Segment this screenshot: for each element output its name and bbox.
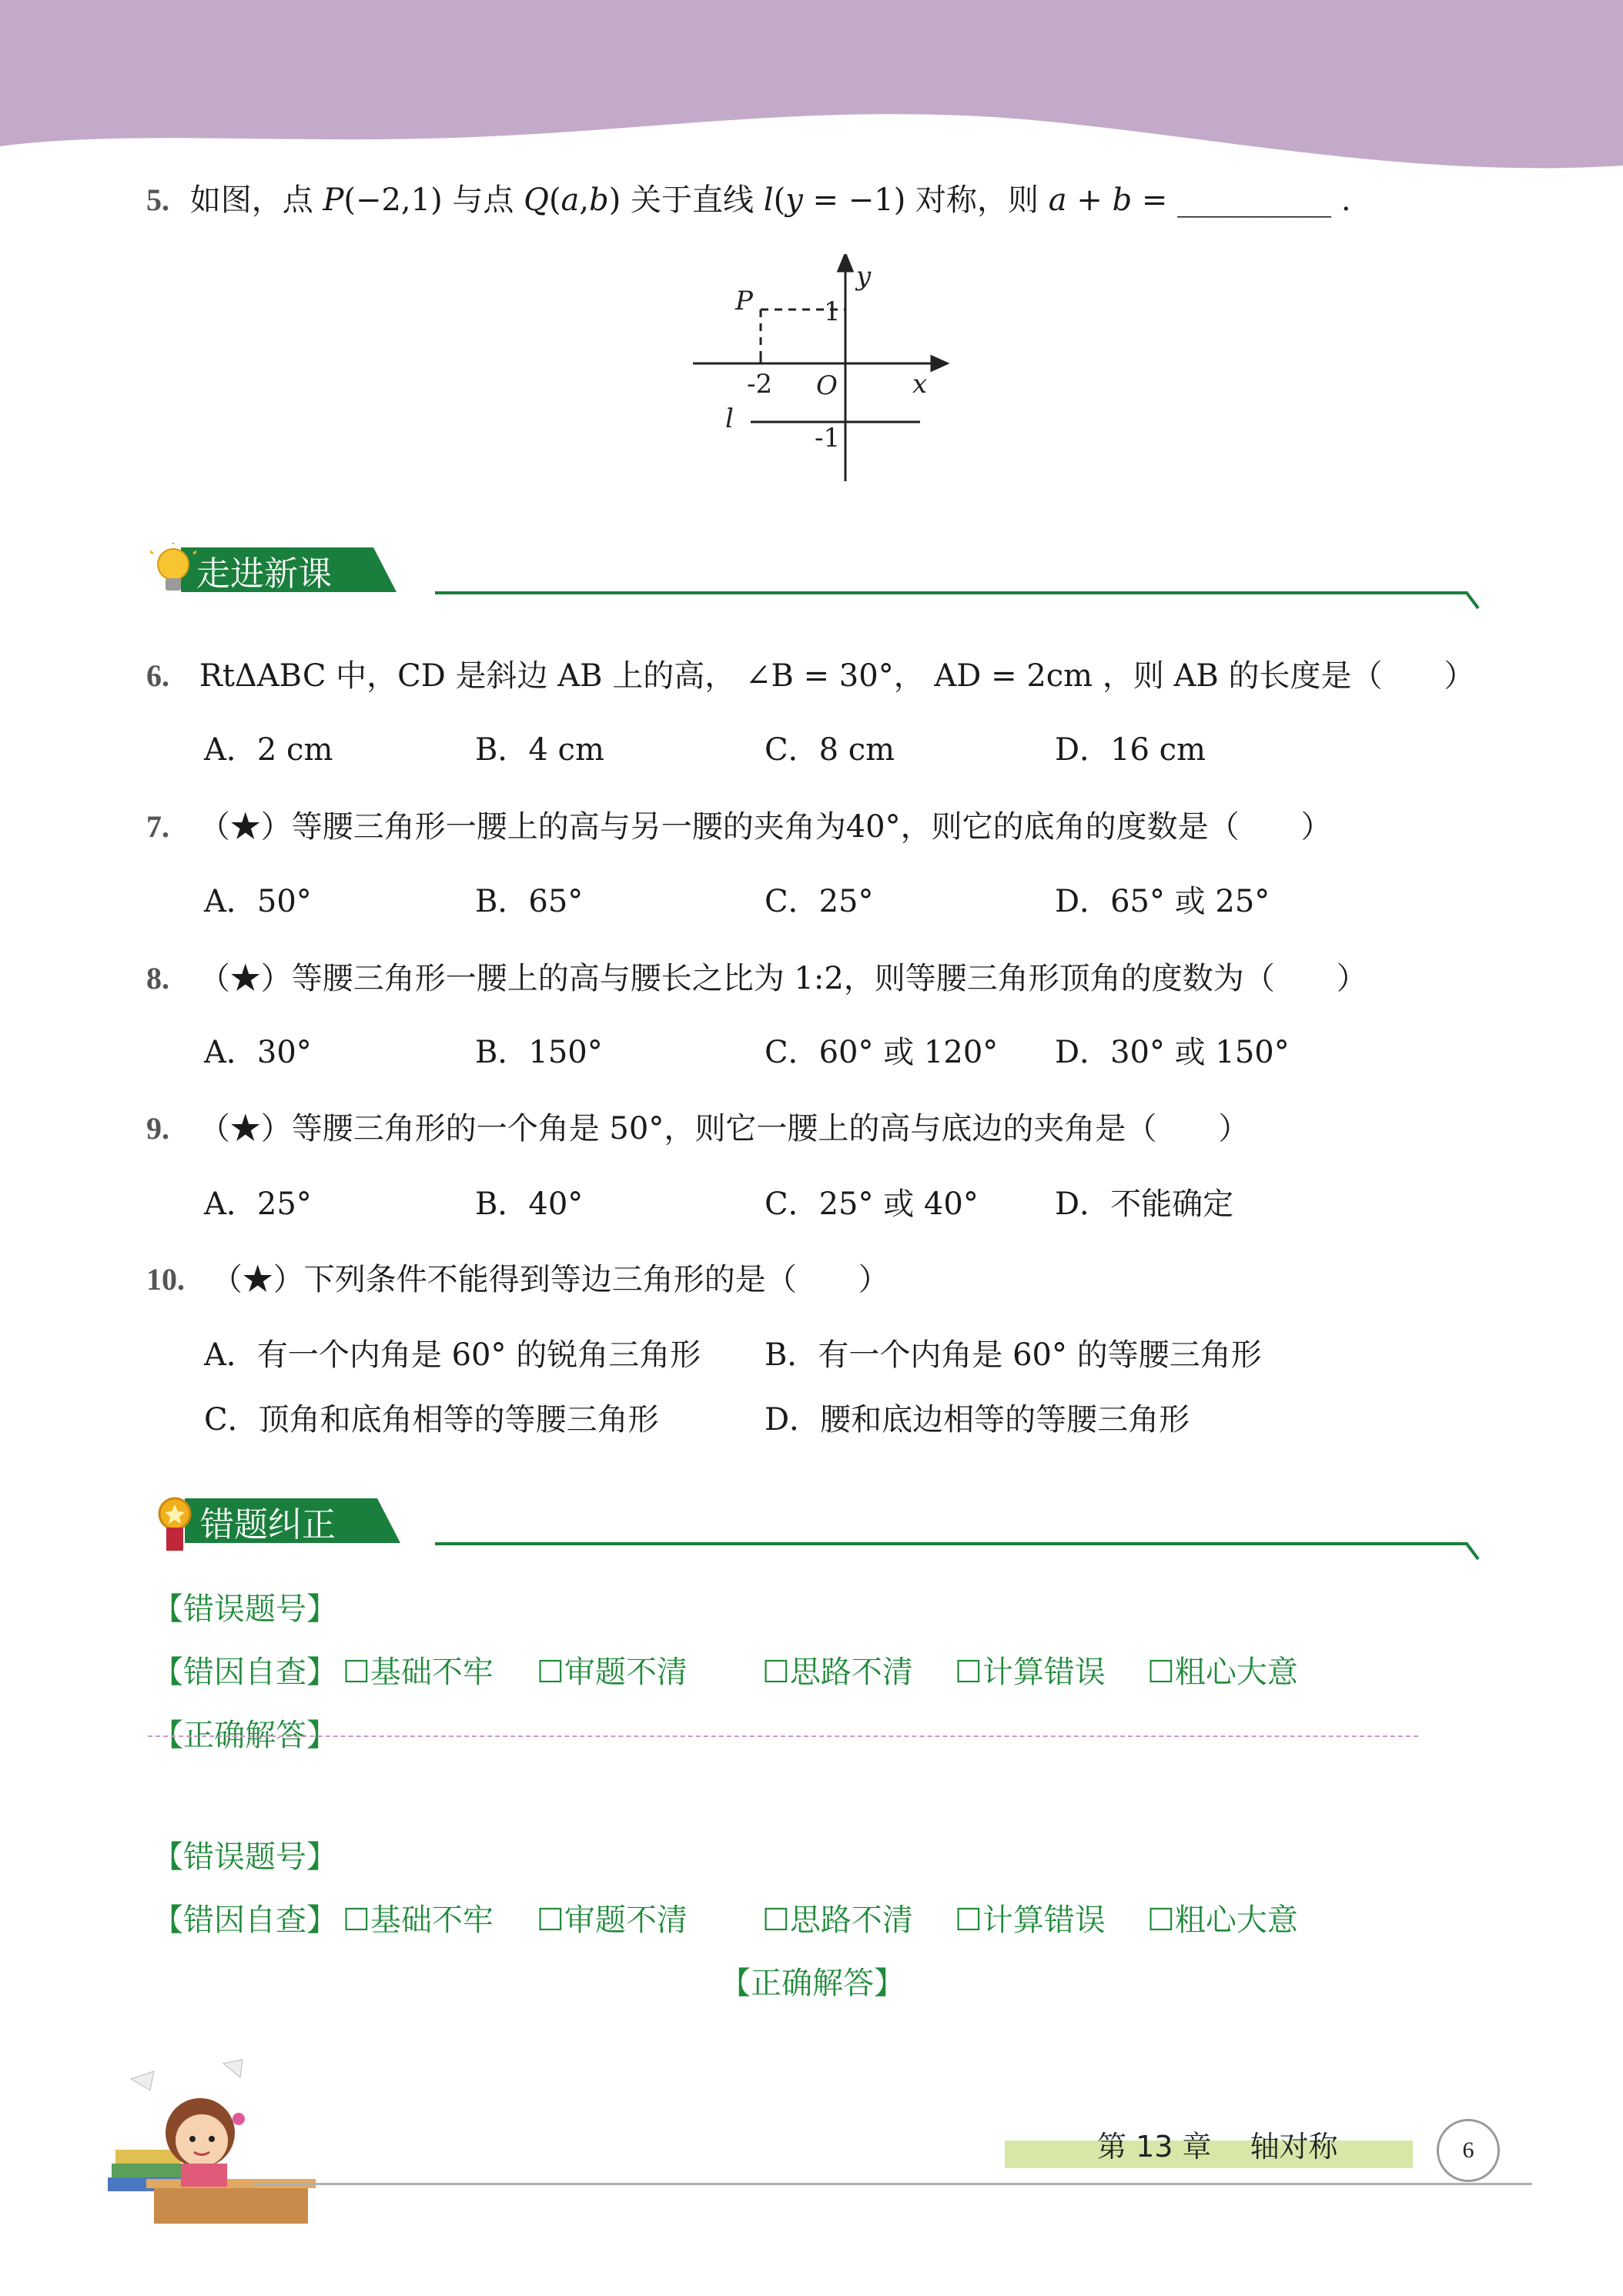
option-b: B．有一个内角是 60° 的等腰三角形	[765, 1337, 1262, 1373]
footer-rule	[254, 2183, 1532, 2185]
label-P: P	[735, 286, 753, 316]
question-text: （★）等腰三角形的一个角是 50°，则它一腰上的高与底边的夹角是（ ）	[199, 1111, 1250, 1146]
q5-text: +	[1066, 182, 1113, 218]
section-header-error-correction	[154, 1494, 408, 1543]
header-wave	[0, 0, 1623, 177]
q5-text: = __________ .	[1132, 182, 1351, 218]
q5-text: P	[323, 182, 344, 218]
question-10	[146, 1260, 889, 1300]
label-l: l	[725, 403, 734, 434]
question-number: 5.	[146, 182, 169, 217]
chapter-title: 第 13 章 轴对称	[1097, 2130, 1338, 2164]
question-9	[146, 1109, 1249, 1149]
page-number-badge	[1437, 2119, 1500, 2182]
option-c: C．顶角和底角相等的等腰三角形	[204, 1402, 659, 1438]
question-number: 8.	[146, 961, 169, 996]
lightbulb-icon	[150, 543, 196, 598]
option-d: D．不能确定	[1055, 1186, 1234, 1222]
dashed-divider	[148, 1735, 1418, 1737]
checkbox-careless[interactable]: ☐粗心大意	[1147, 1655, 1298, 1690]
checkbox-careless[interactable]: ☐粗心大意	[1147, 1903, 1298, 1938]
tick-neg1: -1	[815, 423, 841, 454]
section-title: 走进新课	[196, 554, 332, 594]
q5-text: (−2,1) 与点	[343, 182, 524, 218]
tick-1: 1	[824, 296, 841, 327]
question-text: （★）等腰三角形一腰上的高与另一腰的夹角为40°，则它的底角的度数是（ ）	[199, 809, 1332, 845]
q5-text: b	[589, 182, 609, 218]
option-c: C．60° 或 120°	[765, 1035, 999, 1070]
q5-text: b	[1112, 182, 1133, 218]
correct-answer-label: 【正确解答】	[152, 1718, 337, 1753]
label-y: y	[856, 261, 872, 292]
section-header-new-lesson	[150, 543, 404, 592]
coordinate-figure	[678, 254, 955, 493]
checkbox-calculation-error[interactable]: ☐计算错误	[955, 1903, 1106, 1938]
wrong-question-number-label: 【错误题号】	[152, 1839, 337, 1875]
question-text: RtΔABC 中，CD 是斜边 AB 上的高， ∠B = 30°， AD = 2cm ，则 AB 的长度是（ ）	[199, 658, 1475, 694]
option-b: B．150°	[475, 1035, 603, 1070]
checkbox-misread-question[interactable]: ☐审题不清	[537, 1903, 688, 1938]
option-a: A．50°	[204, 884, 312, 919]
option-a: A．30°	[204, 1035, 312, 1070]
question-number: 6.	[146, 658, 169, 693]
checkbox-weak-basics[interactable]: ☐基础不牢	[343, 1903, 494, 1938]
error-cause-label: 【错因自查】	[152, 1655, 337, 1690]
checkbox-misread-question[interactable]: ☐审题不清	[537, 1655, 688, 1690]
q5-text: ) 关于直线	[608, 182, 764, 218]
q5-text: Q	[524, 182, 549, 218]
question-8	[146, 959, 1367, 999]
q5-text: y	[785, 182, 803, 218]
section-title: 错题纠正	[200, 1505, 336, 1545]
checkbox-calculation-error[interactable]: ☐计算错误	[955, 1655, 1106, 1690]
q5-text: a	[561, 182, 580, 218]
option-a: A．25°	[204, 1186, 312, 1222]
error-cause-label: 【错因自查】	[152, 1903, 337, 1938]
checkbox-unclear-thinking[interactable]: ☐思路不清	[762, 1655, 913, 1690]
option-b: B．4 cm	[475, 732, 604, 768]
q5-text: (	[773, 182, 786, 218]
checkbox-weak-basics[interactable]: ☐基础不牢	[343, 1655, 494, 1690]
option-c: C．25° 或 40°	[765, 1186, 979, 1222]
option-c: C．25°	[765, 884, 874, 919]
question-number: 7.	[146, 809, 169, 844]
page-number: 6	[1462, 2137, 1474, 2163]
q5-text: (	[548, 182, 561, 218]
option-a: A．有一个内角是 60° 的锐角三角形	[204, 1337, 701, 1373]
q5-text: = −1) 对称，则	[802, 182, 1049, 218]
q5-text: a	[1048, 182, 1067, 218]
option-a: A．2 cm	[204, 732, 333, 768]
option-d: D．16 cm	[1055, 732, 1206, 768]
wrong-question-number-label: 【错误题号】	[152, 1591, 337, 1627]
option-c: C．8 cm	[765, 732, 895, 768]
option-b: B．65°	[475, 884, 584, 919]
correct-answer-label: 【正确解答】	[720, 1966, 905, 2001]
option-d: D．腰和底边相等的等腰三角形	[765, 1402, 1190, 1438]
label-x: x	[912, 369, 928, 400]
label-O: O	[816, 370, 838, 401]
question-5	[146, 180, 1351, 220]
question-text: （★）等腰三角形一腰上的高与腰长之比为 1:2，则等腰三角形顶角的度数为（ ）	[199, 961, 1367, 996]
tick-neg2: -2	[747, 369, 773, 400]
q5-text: ,	[579, 182, 590, 218]
section-divider	[435, 585, 1482, 616]
option-d: D．30° 或 150°	[1055, 1035, 1290, 1070]
question-number: 9.	[146, 1111, 169, 1146]
section-divider	[435, 1536, 1482, 1567]
option-b: B．40°	[475, 1186, 584, 1222]
option-d: D．65° 或 25°	[1055, 884, 1270, 919]
q5-text: l	[763, 182, 774, 218]
question-text: （★）下列条件不能得到等边三角形的是（ ）	[211, 1262, 889, 1297]
question-7	[146, 807, 1332, 847]
question-6	[146, 656, 1475, 696]
student-illustration	[108, 2048, 323, 2233]
checkbox-unclear-thinking[interactable]: ☐思路不清	[762, 1903, 913, 1938]
medal-icon	[156, 1494, 194, 1555]
q5-text: 如图，点	[189, 182, 323, 218]
question-number: 10.	[146, 1262, 185, 1297]
